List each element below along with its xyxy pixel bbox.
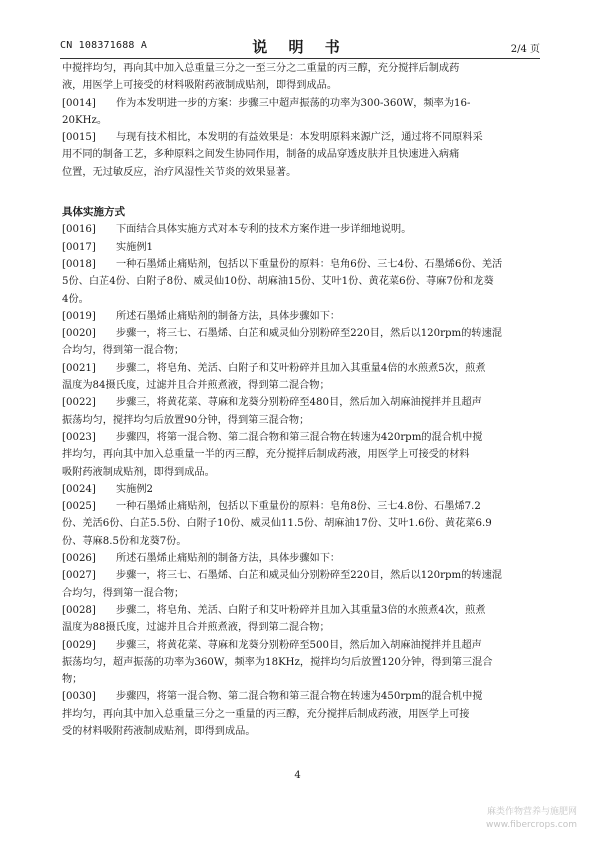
paragraph-text: 实施例1 [116, 241, 154, 253]
paragraph-text: 步骤三，将黄花菜、荨麻和龙葵分别粉碎至480目，然后加入胡麻油搅拌并且超声 [116, 397, 482, 409]
paragraph-line [62, 60, 540, 77]
paragraph-text: 合均匀，得到第一混合物； [62, 345, 185, 357]
paragraph-line [62, 77, 540, 94]
paragraph-text: 受的材料吸附药液制成贴剂，即得到成品。 [62, 725, 256, 737]
watermark-line-2: www.fibercrops.com [486, 820, 577, 830]
paragraph-first-line [62, 550, 540, 567]
paragraph-text: 5份、白芷4份、白附子8份、威灵仙10份、胡麻油15份、艾叶1份、黄花菜6份、荨麻7份和龙葵 [62, 276, 494, 288]
patent-number: CN 108371688 A [60, 40, 148, 51]
paragraph-line [62, 146, 540, 163]
paragraph-text: 拌均匀，再向其中加入总重量三分之一重量的丙三醇，充分搅拌后制成药液，用医学上可接 [62, 708, 470, 720]
paragraph-number: [0019] [62, 310, 96, 322]
page-ratio: 2/4 页 [510, 44, 540, 55]
paragraph-line [62, 619, 540, 636]
paragraph-number: [0027] [62, 570, 96, 582]
paragraph-text: 温度为84摄氏度，过滤并且合并煎煮液，得到第二混合物； [62, 380, 330, 392]
paragraph-number: [0021] [62, 362, 96, 374]
paragraph-first-line [62, 567, 540, 584]
paragraph-line [62, 654, 540, 671]
paragraph-first-line [62, 221, 540, 238]
paragraph-text: 20KHz。 [62, 114, 108, 126]
paragraph-line [62, 585, 540, 602]
watermark [486, 806, 577, 832]
page-number: 4 [294, 770, 301, 781]
paragraph-first-line [62, 239, 540, 256]
paragraph-number: [0017] [62, 241, 96, 253]
paragraph-text: 合均匀，得到第一混合物； [62, 587, 185, 599]
paragraph-line [62, 377, 540, 394]
paragraph-number: [0016] [62, 224, 96, 236]
paragraph-first-line [62, 688, 540, 705]
paragraph-text: 下面结合具体实施方式对本专利的技术方案作进一步详细地说明。 [116, 224, 412, 236]
paragraph-text: 振荡均匀，搅拌均匀后放置90分钟，得到第三混合物； [62, 414, 310, 426]
paragraph-first-line [62, 637, 540, 654]
paragraph-line [62, 464, 540, 481]
paragraph-text: 物； [62, 674, 83, 686]
paragraph-text: 步骤一，将三七、石墨烯、白芷和威灵仙分别粉碎至220目，然后以120rpm的转速混 [116, 570, 502, 582]
paragraph-number: [0029] [62, 639, 96, 651]
paragraph-text: 步骤一，将三七、石墨烯、白芷和威灵仙分别粉碎至220目，然后以120rpm的转速混 [116, 328, 502, 340]
paragraph-line [62, 273, 540, 290]
paragraph-text: 份、羌活6份、白芷5.5份、白附子10份、威灵仙11.5份、胡麻油17份、艾叶1.6份、黄花菜6.9 [62, 518, 492, 530]
paragraph-first-line [62, 429, 540, 446]
paragraph-text: 用不同的制备工艺，多种原料之间发生协同作用，制备的成品穿透皮肤并且快速进入病痛 [62, 149, 460, 161]
paragraph-number: [0014] [62, 97, 96, 109]
section-heading: 具体实施方式 [62, 206, 125, 219]
paragraph-text: 所述石墨烯止痛贴剂的制备方法，具体步骤如下： [116, 553, 341, 565]
paragraph-text: 步骤四，将第一混合物、第二混合物和第三混合物在转速为450rpm的混合机中搅 [116, 691, 483, 703]
paragraph-first-line [62, 394, 540, 411]
paragraph-line [62, 342, 540, 359]
paragraph-text: 中搅拌均匀，再向其中加入总重量三分之一至三分之二重量的丙三醇，充分搅拌后制成药 [62, 63, 460, 74]
paragraph-first-line [62, 602, 540, 619]
paragraph-number: [0026] [62, 553, 96, 565]
paragraph-text: 步骤二，将皂角、羌活、白附子和艾叶粉碎并且加入其重量4倍的水煎煮5次，煎煮 [116, 362, 486, 374]
paragraph-first-line [62, 325, 540, 342]
paragraph-text: 吸附药液制成贴剂，即得到成品。 [62, 466, 215, 478]
paragraph-text: 步骤四，将第一混合物、第二混合物和第三混合物在转速为420rpm的混合机中搅 [116, 431, 483, 443]
paragraph-text: 液，用医学上可接受的材料吸附药液制成贴剂，即得到成品。 [62, 80, 338, 92]
paragraph-line [62, 515, 540, 532]
paragraph-text: 作为本发明进一步的方案：步骤三中超声振荡的功率为300-360W，频率为16- [116, 97, 471, 109]
paragraph-text: 4份。 [62, 293, 89, 305]
paragraph-text: 份、荨麻8.5份和龙葵7份。 [62, 535, 187, 547]
paragraph-number: [0025] [62, 501, 96, 513]
paragraph-first-line [62, 95, 540, 112]
paragraph-line [62, 412, 540, 429]
page-header [60, 36, 540, 56]
paragraph-line [62, 164, 540, 181]
paragraph-line [62, 112, 540, 129]
paragraph-number: [0015] [62, 132, 96, 144]
paragraph-first-line [62, 308, 540, 325]
paragraph-first-line [62, 129, 540, 146]
paragraph-text: 拌均匀，再向其中加入总重量一半的丙三醇，充分搅拌后制成药液，用医学上可接受的材料 [62, 449, 470, 461]
paragraph-number: [0030] [62, 691, 96, 703]
paragraph-number: [0020] [62, 328, 96, 340]
paragraph-text: 实施例2 [116, 483, 154, 495]
paragraph-first-line [62, 498, 540, 515]
paragraph-line [62, 446, 540, 463]
paragraph-number: [0024] [62, 483, 96, 495]
paragraph-number: [0018] [62, 258, 96, 270]
paragraph-number: [0023] [62, 431, 96, 443]
paragraph-line [62, 671, 540, 688]
paragraph-first-line [62, 360, 540, 377]
paragraph-text: 步骤二，将皂角、羌活、白附子和艾叶粉碎并且加入其重量3倍的水煎煮4次，煎煮 [116, 604, 486, 616]
paragraph-number: [0022] [62, 397, 96, 409]
paragraph-text: 所述石墨烯止痛贴剂的制备方法，具体步骤如下： [116, 310, 341, 322]
paragraph-line [62, 723, 540, 740]
paragraph-text: 步骤三，将黄花菜、荨麻和龙葵分别粉碎至500目，然后加入胡麻油搅拌并且超声 [116, 639, 482, 651]
document-body [62, 60, 540, 740]
paragraph-first-line [62, 481, 540, 498]
paragraph-text: 位置，无过敏反应，治疗风湿性关节炎的效果显著。 [62, 166, 297, 178]
document-title: 说 明 书 [252, 38, 348, 56]
paragraph-number: [0028] [62, 604, 96, 616]
paragraph-text: 温度为88摄氏度，过滤并且合并煎煮液，得到第二混合物； [62, 622, 330, 634]
paragraph-text: 与现有技术相比，本发明的有益效果是：本发明原料来源广泛，通过将不同原料采 [116, 132, 483, 144]
header-rule [60, 58, 540, 59]
paragraph-line [62, 706, 540, 723]
paragraph-first-line [62, 256, 540, 273]
paragraph-text: 振荡均匀，超声振荡的功率为360W，频率为18KHz，搅拌均匀后放置120分钟，得到第三混合 [62, 656, 493, 668]
paragraph-text: 一种石墨烯止痛贴剂，包括以下重量份的原料：皂角8份、三七4.8份、石墨烯7.2 [116, 501, 481, 513]
paragraph-text: 一种石墨烯止痛贴剂，包括以下重量份的原料：皂角6份、三七4份、石墨烯6份、羌活 [116, 258, 503, 270]
paragraph-line [62, 291, 540, 308]
paragraph-line [62, 533, 540, 550]
watermark-line-1: 麻类作物营养与施肥网 [486, 807, 577, 817]
